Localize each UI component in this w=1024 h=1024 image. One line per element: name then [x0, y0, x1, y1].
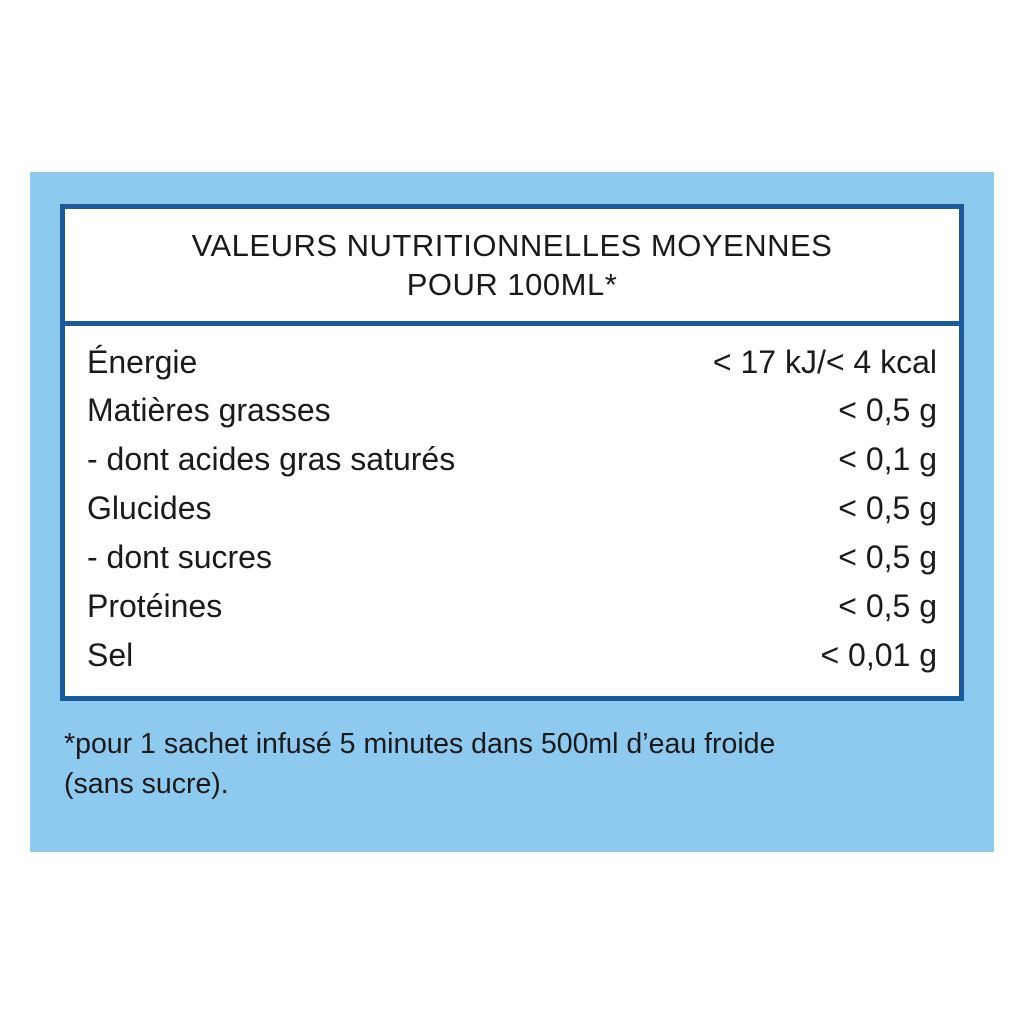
table-row	[87, 338, 937, 387]
nutrient-label: Protéines	[87, 588, 223, 625]
table-row	[87, 435, 937, 484]
footnote	[64, 724, 964, 805]
nutrient-value: < 0,01 g	[820, 637, 937, 674]
table-row	[87, 582, 937, 631]
nutrition-title-line-2: POUR 100ML*	[406, 266, 618, 302]
nutrition-title-line-1: VALEURS NUTRITIONNELLES MOYENNES	[191, 228, 833, 263]
nutrient-value: < 17 kJ/< 4 kcal	[712, 343, 937, 380]
table-row	[87, 631, 937, 680]
nutrition-panel	[30, 172, 994, 852]
nutrient-label: - dont sucres	[87, 539, 272, 576]
nutrient-value: < 0,5 g	[838, 392, 937, 429]
nutrient-label: Sel	[87, 637, 134, 674]
nutrient-label: Matières grasses	[87, 392, 331, 429]
table-row	[87, 484, 937, 533]
nutrient-value: < 0,5 g	[838, 539, 937, 576]
nutrition-table-card	[60, 204, 964, 701]
nutrient-label: Glucides	[87, 490, 212, 527]
nutrient-label: - dont acides gras saturés	[87, 441, 456, 478]
footnote-line-2: (sans sucre).	[64, 768, 229, 801]
footnote-line-1: *pour 1 sachet infusé 5 minutes dans 500ml d’eau froide	[64, 728, 776, 760]
table-row	[87, 533, 937, 582]
nutrient-value: < 0,5 g	[838, 588, 937, 625]
table-row	[87, 386, 937, 435]
nutrition-rows	[65, 326, 959, 697]
nutrition-table-header	[65, 209, 959, 326]
nutrient-value: < 0,1 g	[838, 441, 937, 478]
nutrient-value: < 0,5 g	[838, 490, 937, 527]
nutrient-label: Énergie	[87, 343, 198, 380]
